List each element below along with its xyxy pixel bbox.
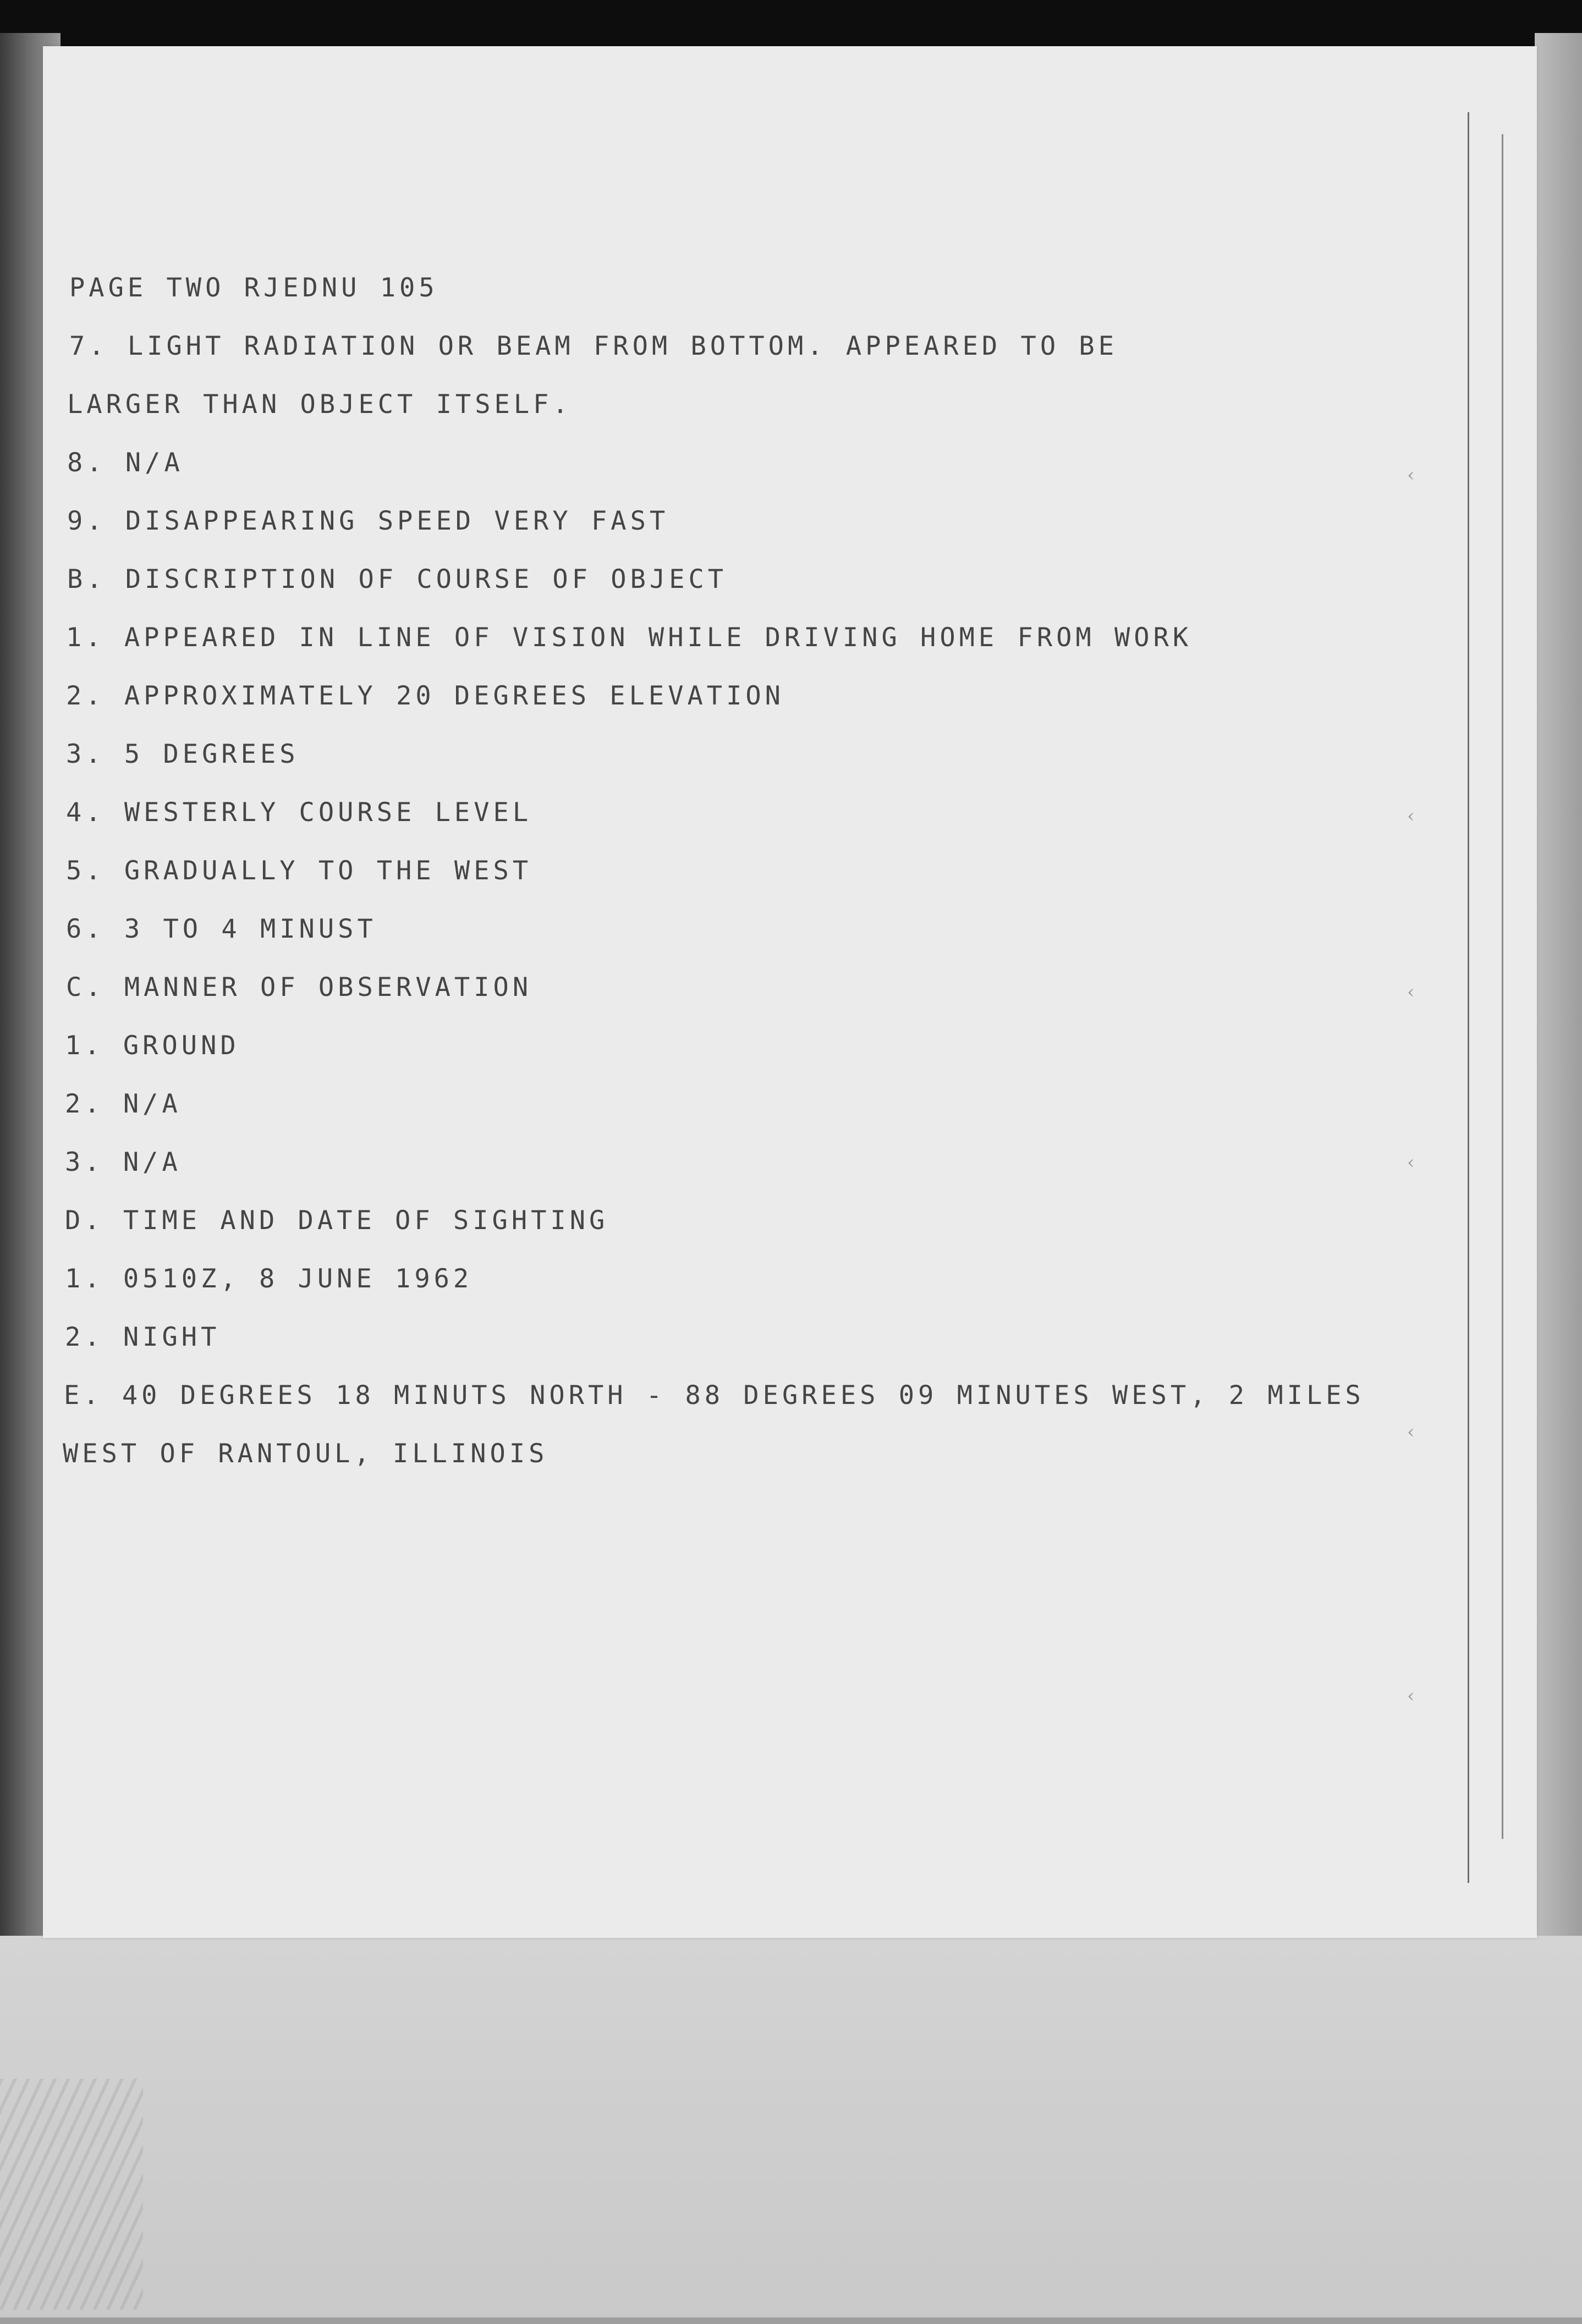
right-film-shadow — [1535, 33, 1582, 1936]
document-line: 2. NIGHT — [65, 1322, 221, 1352]
document-line: WEST OF RANTOUL, ILLINOIS — [63, 1439, 548, 1469]
document-line: 9. DISAPPEARING SPEED VERY FAST — [67, 506, 669, 536]
document-line: 1. 0510Z, 8 JUNE 1962 — [65, 1264, 473, 1294]
document-line: 8. N/A — [67, 448, 184, 478]
document-line: C. MANNER OF OBSERVATION — [66, 972, 532, 1003]
document-line: 1. APPEARED IN LINE OF VISION WHILE DRIVING HOME FROM WORK — [66, 623, 1193, 653]
lower-film-area — [0, 1936, 1582, 2324]
document-page — [43, 46, 1537, 1938]
document-line: 2. N/A — [65, 1089, 182, 1119]
edge-tick-mark: ‹ — [1407, 1152, 1415, 1174]
document-line: 7. LIGHT RADIATION OR BEAM FROM BOTTOM. APPEARED TO BE — [69, 331, 1118, 361]
document-line: 5. GRADUALLY TO THE WEST — [66, 856, 532, 886]
document-line: LARGER THAN OBJECT ITSELF. — [67, 389, 572, 420]
paper-right-edge-line — [1468, 112, 1469, 1883]
edge-tick-mark: ‹ — [1407, 805, 1415, 827]
film-bottom-edge — [0, 2317, 1582, 2324]
document-line: 1. GROUND — [65, 1031, 240, 1061]
edge-tick-mark: ‹ — [1407, 1685, 1415, 1707]
film-smudge — [0, 2079, 143, 2310]
edge-tick-mark: ‹ — [1407, 981, 1415, 1003]
paper-right-edge-line — [1502, 134, 1503, 1839]
edge-tick-mark: ‹ — [1407, 1421, 1415, 1443]
page-header: PAGE TWO RJEDNU 105 — [69, 273, 438, 303]
document-line: 4. WESTERLY COURSE LEVEL — [66, 797, 532, 828]
document-line: 2. APPROXIMATELY 20 DEGREES ELEVATION — [66, 681, 784, 711]
document-line: 6. 3 TO 4 MINUST — [66, 914, 377, 944]
document-line: 3. N/A — [65, 1147, 182, 1177]
document-line: E. 40 DEGREES 18 MINUTS NORTH - 88 DEGREES 09 MINUTES WEST, 2 MILES — [64, 1380, 1365, 1411]
edge-tick-mark: ‹ — [1407, 464, 1415, 486]
document-line: D. TIME AND DATE OF SIGHTING — [65, 1205, 609, 1236]
document-line: 3. 5 DEGREES — [66, 739, 299, 769]
document-line: B. DISCRIPTION OF COURSE OF OBJECT — [67, 564, 728, 594]
